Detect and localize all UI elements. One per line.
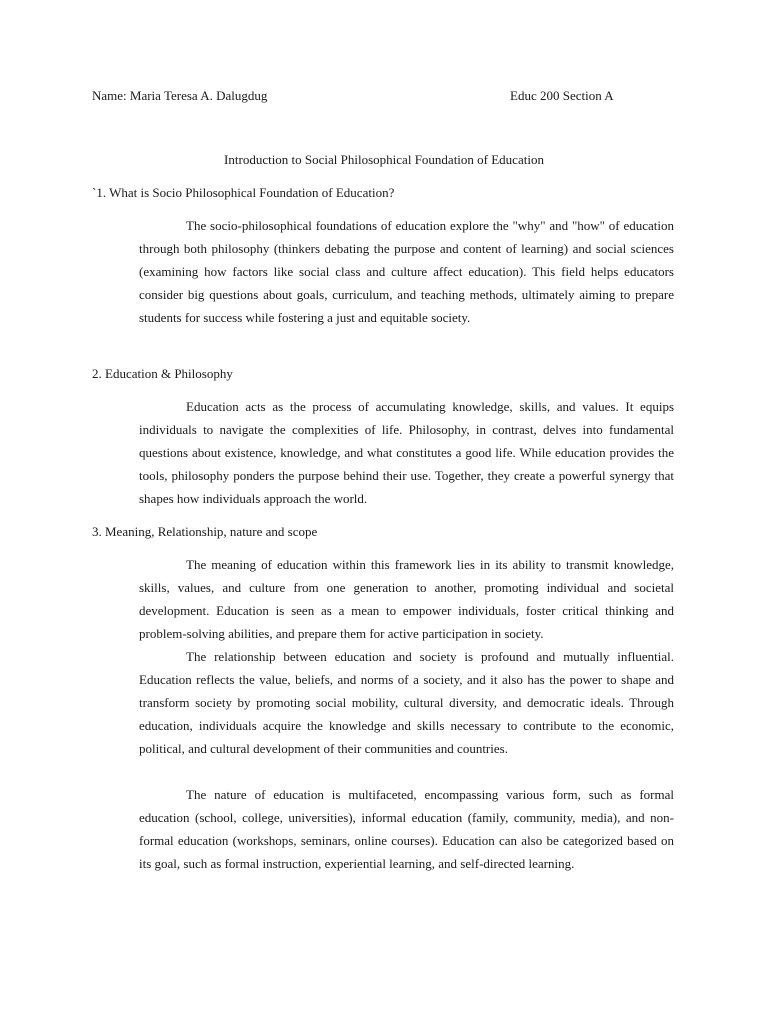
- section-3-heading: 3. Meaning, Relationship, nature and scope: [92, 524, 318, 539]
- section-2-paragraph: Education acts as the process of accumulating knowledge, skills, and values. It equips individuals to navigate the complexities of life. Philosophy, in contrast, delves into fundamental questions about existence, knowledge, and what constitutes a good life. While education provides the tools, philosophy ponders the purpose behind their use. Together, they create a powerful synergy that shapes how individuals approach the world.: [139, 399, 674, 506]
- section-1-paragraph: The socio-philosophical foundations of education explore the "why" and "how" of education through both philosophy (thinkers debating the purpose and content of learning) and social sciences (examining how factors like social class and culture affect education). This field helps educators consider big questions about goals, curriculum, and teaching methods, ultimately aiming to prepare students for success while fostering a just and equitable society.: [139, 218, 674, 325]
- section-3-paragraph-meaning: The meaning of education within this framework lies in its ability to transmit knowledge, skills, values, and culture from one generation to another, promoting individual and societal development. Education is seen as a mean to empower individuals, foster critical thinking and problem-solving abilities, and prepare them for active participation in society.: [139, 557, 674, 641]
- section-3-paragraph-relationship: The relationship between education and society is profound and mutually influential. Education reflects the value, beliefs, and norms of a society, and it also has the power to shape and transform society by promoting social mobility, cultural diversity, and democratic ideals. Through education, individuals acquire the knowledge and skills necessary to contribute to the economic, political, and cultural development of their communities and countries.: [139, 649, 674, 756]
- course-section: Educ 200 Section A: [510, 88, 614, 103]
- section-3-paragraph-nature: The nature of education is multifaceted, encompassing various form, such as formal education (school, college, universities), informal education (family, community, media), and non-formal education (workshops, seminars, online courses). Education can also be categorized based on its goal, such as formal instruction, experiential learning, and self-directed learning.: [139, 787, 674, 871]
- section-1-heading: `1. What is Socio Philosophical Foundation of Education?: [92, 185, 395, 200]
- section-2-heading: 2. Education & Philosophy: [92, 366, 233, 381]
- student-name: Name: Maria Teresa A. Dalugdug: [92, 88, 268, 103]
- document-title: Introduction to Social Philosophical Foundation of Education: [224, 152, 544, 167]
